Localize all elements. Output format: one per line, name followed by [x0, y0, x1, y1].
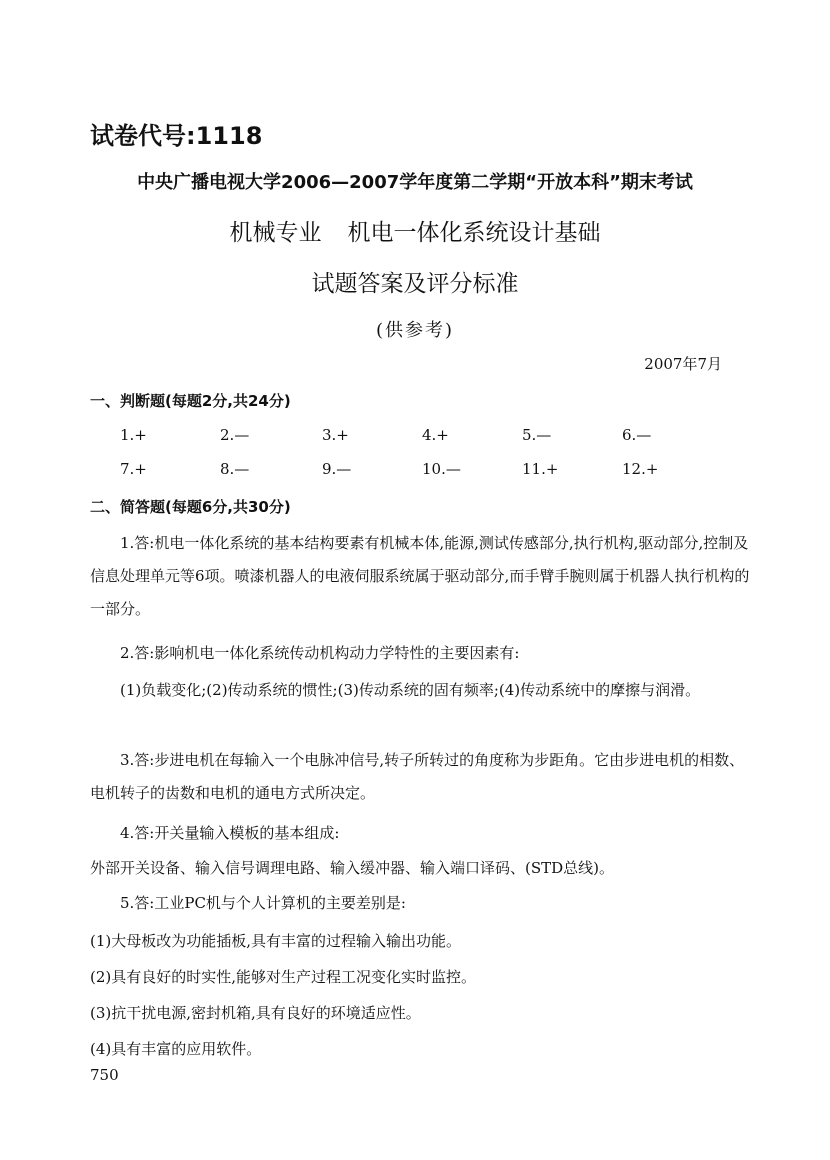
- answer-q5-item: (2)具有良好的时实性,能够对生产过程工况变化实时监控。: [90, 968, 477, 986]
- course-title: [0, 214, 830, 247]
- answer-q2-intro: 2.答:影响机电一体化系统传动机构动力学特性的主要因素有:: [120, 644, 520, 662]
- reference-note: (供参考): [375, 320, 455, 341]
- answer-12: 12.+: [622, 460, 659, 478]
- page-number: 750: [90, 1066, 119, 1084]
- answer-2: 2.—: [220, 426, 250, 444]
- answer-q5-item: (4)具有丰富的应用软件。: [90, 1040, 262, 1058]
- answer-q4-intro: 4.答:开关量输入模板的基本组成:: [120, 824, 340, 842]
- answer-11: 11.+: [522, 460, 559, 478]
- course-name: 机电一体化系统设计基础: [347, 220, 601, 246]
- answer-3: 3.+: [322, 426, 349, 444]
- answer-9: 9.—: [322, 460, 352, 478]
- document-subtitle: 试题答案及评分标准: [311, 271, 519, 297]
- section1-title: 一、判断题(每题2分,共24分): [90, 392, 291, 410]
- answer-q5-intro: 5.答:工业PC机与个人计算机的主要差别是:: [120, 894, 406, 912]
- answer-q1: 1.答:机电一体化系统的基本结构要素有机械本体,能源,测试传感部分,执行机构,驱动部分,控制及信息处理单元等6项。喷漆机器人的电液伺服系统属于驱动部分,而手臂手腕则属于机器人执行机构的一部分。: [90, 534, 750, 618]
- major-label: 机械专业: [229, 220, 322, 246]
- exam-code: 试卷代号:1118: [90, 122, 263, 150]
- answer-6: 6.—: [622, 426, 652, 444]
- answer-q4-detail: 外部开关设备、输入信号调理电路、输入缓冲器、输入端口译码、(STD总线)。: [90, 859, 615, 877]
- answer-8: 8.—: [220, 460, 250, 478]
- answer-1: 1.+: [120, 426, 147, 444]
- answer-q5-item: (3)抗干扰电源,密封机箱,具有良好的环境适应性。: [90, 1004, 421, 1022]
- answer-7: 7.+: [120, 460, 147, 478]
- answer-q2-detail: (1)负载变化;(2)传动系统的惯性;(3)传动系统的固有频率;(4)传动系统中的摩擦与润滑。: [120, 681, 701, 699]
- section2-title: 二、简答题(每题6分,共30分): [90, 498, 291, 516]
- answer-4: 4.+: [422, 426, 449, 444]
- answer-q5-item: (1)大母板改为功能插板,具有丰富的过程输入输出功能。: [90, 932, 462, 950]
- university-exam-title: 中央广播电视大学2006—2007学年度第二学期“开放本科”期末考试: [137, 172, 693, 193]
- answer-10: 10.—: [422, 460, 461, 478]
- answer-q3: 3.答:步进电机在每输入一个电脉冲信号,转子所转过的角度称为步距角。它由步进电机的相数、电机转子的齿数和电机的通电方式所决定。: [90, 751, 745, 802]
- exam-date: 2007年7月: [644, 355, 722, 373]
- answer-5: 5.—: [522, 426, 552, 444]
